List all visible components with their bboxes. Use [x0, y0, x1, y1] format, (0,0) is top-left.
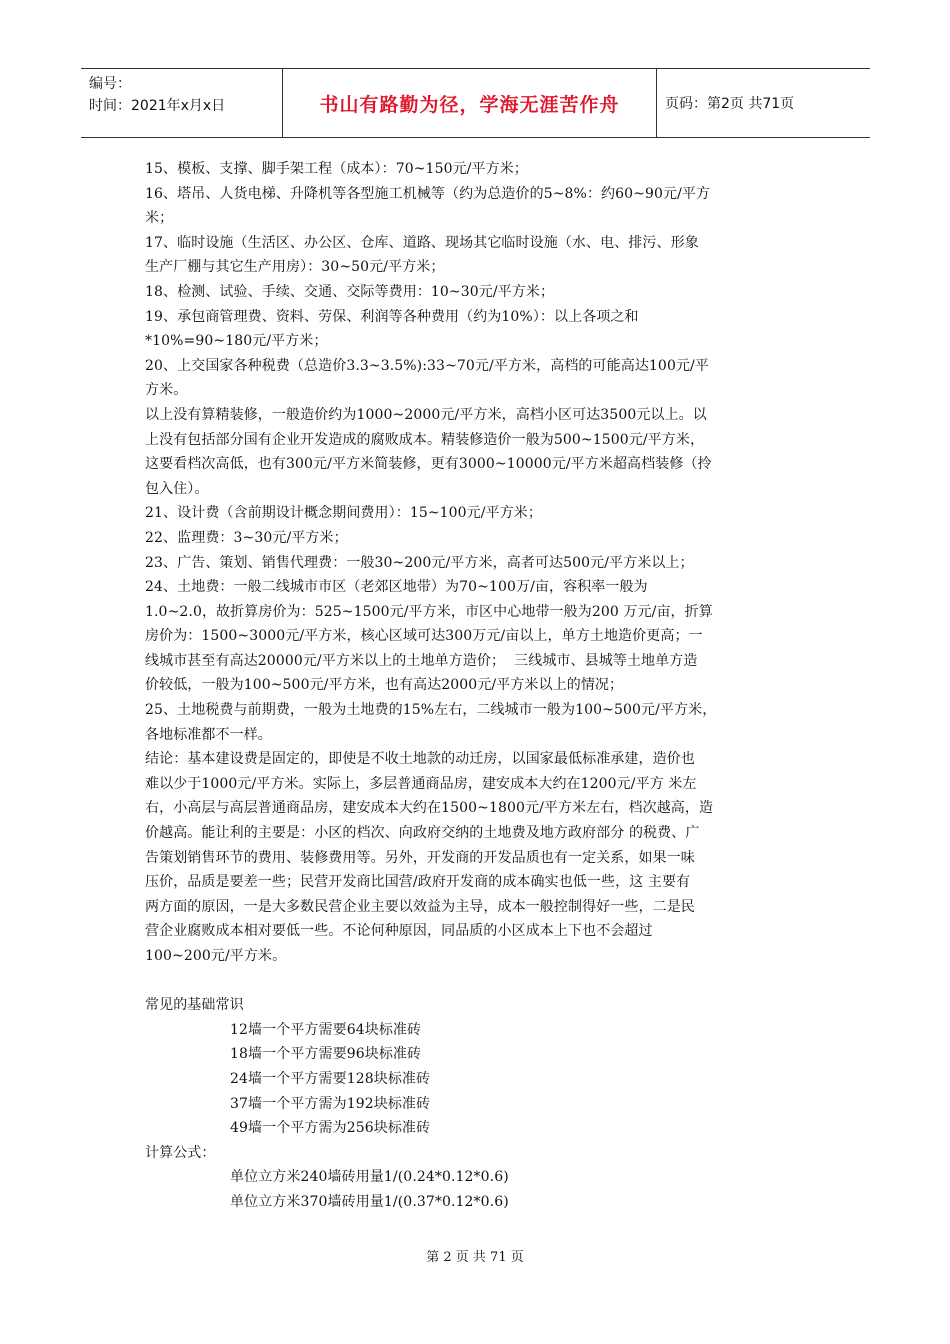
text-line: 线城市甚至有高达20000元/平方米以上的土地单方造价； 三线城市、县城等土地单方造 [145, 652, 698, 669]
text-line: 难以少于1000元/平方米。实际上，多层普通商品房，建安成本大约在1200元/平方 米左 [145, 775, 697, 792]
header-meta [81, 69, 283, 137]
formula-title: 计算公式： [145, 1144, 216, 1161]
text-line: 17、临时设施（生活区、办公区、仓库、道路、现场其它临时设施（水、电、排污、形象 [145, 234, 699, 251]
text-line: 右，小高层与高层普通商品房，建安成本大约在1500~1800元/平方米左右，档次越高，造 [145, 800, 714, 817]
document-body [145, 157, 810, 1215]
text-line: 方米。 [145, 382, 188, 399]
text-line: 1.0~2.0，故折算房价为：525~1500元/平方米，市区中心地带一般为200 万元/亩，折算 [145, 603, 713, 620]
text-line: *10%=90~180元/平方米； [145, 333, 328, 350]
page-footer: 第 2 页 共 71 页 [426, 1250, 524, 1265]
basics-title: 常见的基础常识 [145, 997, 244, 1014]
text-line: 压价，品质是要差一些；民营开发商比国营/政府开发商的成本确实也低一些，这 主要有 [145, 874, 691, 891]
text-line: 结论：基本建设费是固定的，即使是不收土地款的动迁房，以国家最低标准承建，造价也 [145, 751, 695, 768]
text-line: 24、土地费：一般二线城市市区（老郊区地带）为70~100万/亩，容积率一般为 [145, 579, 648, 596]
basics-list [145, 1018, 810, 1141]
text-line: 告策划销售环节的费用、装修费用等。另外，开发商的开发品质也有一定关系，如果一味 [145, 849, 695, 866]
text-line: 15、模板、支撑、脚手架工程（成本）：70~150元/平方米； [145, 161, 528, 177]
text-line: 两方面的原因，一是大多数民营企业主要以效益为主导，成本一般控制得好一些，二是民 [145, 898, 695, 915]
basics-item: 24墙一个平方需要128块标准砖 [230, 1070, 431, 1087]
text-line: 这要看档次高低，也有300元/平方米简装修，更有3000~10000元/平方米超高档装修（拎 [145, 456, 712, 473]
document-time-label: 时间：2021年x月x日 [89, 98, 226, 114]
text-line: 上没有包括部分国有企业开发造成的腐败成本。精装修造价一般为500~1500元/平方米， [145, 431, 705, 448]
text-line: 营企业腐败成本相对要低一些。不论何种原因，同品质的小区成本上下也不会超过 [145, 923, 653, 940]
text-line: 18、检测、试验、手续、交通、交际等费用：10~30元/平方米； [145, 283, 555, 300]
text-line: 19、承包商管理费、资料、劳保、利润等各种费用（约为10%）：以上各项之和 [145, 308, 639, 325]
text-line: 以上没有算精装修，一般造价约为1000~2000元/平方米，高档小区可达3500元以上。以 [145, 406, 707, 423]
text-line: 23、广告、策划、销售代理费：一般30~200元/平方米，高者可达500元/平方米以上； [145, 554, 694, 571]
text-line: 房价为：1500~3000元/平方米，核心区域可达300万元/亩以上，单方土地造价更高；一 [145, 628, 703, 645]
text-line: 16、塔吊、人货电梯、升降机等各型施工机械等（约为总造价的5~8%：约60~90元/平方 [145, 185, 711, 202]
text-line: 25、土地税费与前期费，一般为土地费的15%左右，二线城市一般为100~500元/平方米， [145, 702, 717, 719]
formula-list [145, 1165, 810, 1214]
body-paragraphs [145, 157, 810, 969]
text-line: 20、上交国家各种税费（总造价3.3~3.5%):33~70元/平方米，高档的可能高达100元/平 [145, 357, 709, 374]
text-line: 100~200元/平方米。 [145, 948, 287, 964]
text-line: 21、设计费（含前期设计概念期间费用）：15~100元/平方米； [145, 505, 542, 522]
text-line: 各地标准都不一样。 [145, 726, 272, 743]
text-line: 价较低，一般为100~500元/平方米，也有高达2000元/平方米以上的情况； [145, 677, 624, 694]
document-number-label: 编号： [89, 76, 131, 92]
basics-item: 49墙一个平方需为256块标准砖 [230, 1120, 431, 1137]
text-line: 22、监理费：3~30元/平方米； [145, 529, 348, 546]
basics-item: 37墙一个平方需为192块标准砖 [230, 1095, 431, 1112]
basics-item: 18墙一个平方需要96块标准砖 [230, 1046, 422, 1063]
text-line: 米； [145, 210, 174, 227]
header-motto: 书山有路勤为径，学海无涯苦作舟 [283, 69, 657, 137]
text-line: 生产厂棚与其它生产用房）：30~50元/平方米； [145, 259, 445, 276]
text-line: 包入住）。 [145, 480, 209, 497]
formula-item: 单位立方米240墙砖用量1/(0.24*0.12*0.6) [230, 1169, 509, 1186]
formula-item: 单位立方米370墙砖用量1/(0.37*0.12*0.6) [230, 1193, 509, 1210]
page-header [81, 68, 870, 138]
basics-item: 12墙一个平方需要64块标准砖 [230, 1021, 422, 1038]
text-line: 价越高。能让利的主要是：小区的档次、向政府交纳的土地费及地方政府部分 的税费、广 [145, 825, 700, 842]
header-page-number: 页码：第2页 共71页 [665, 96, 795, 112]
